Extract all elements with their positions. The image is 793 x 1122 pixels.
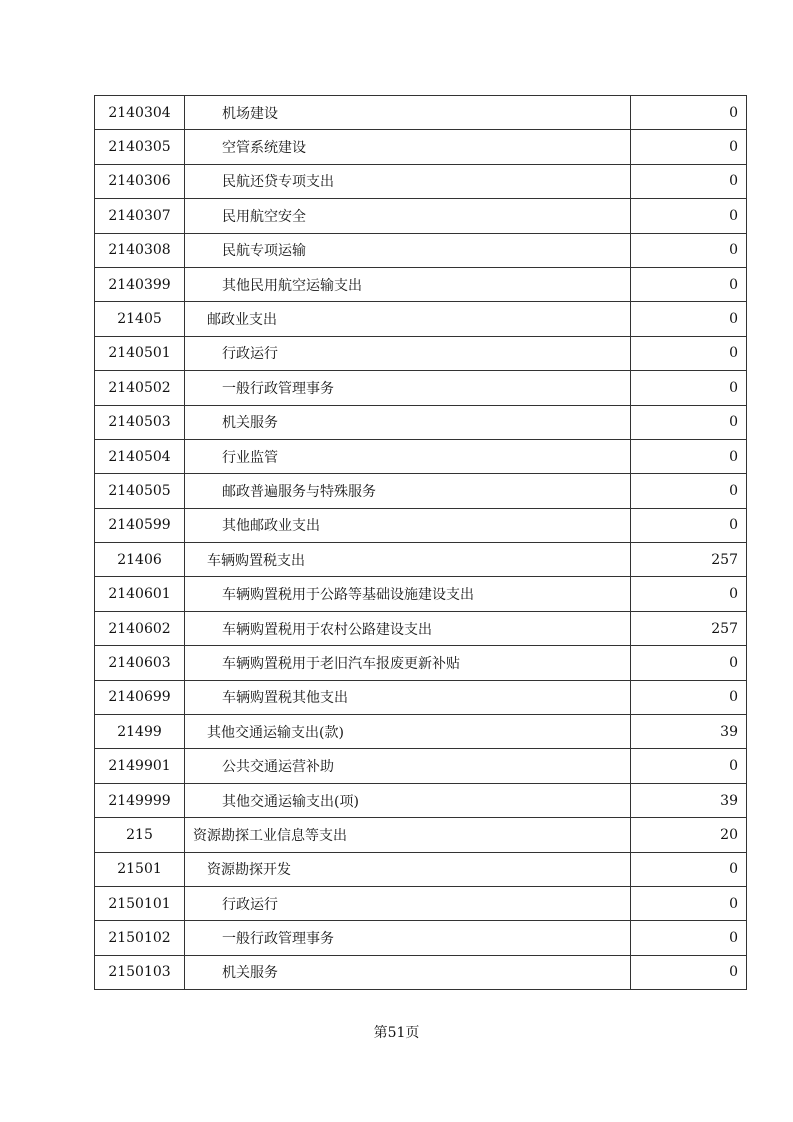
subject-code-cell: 21406	[95, 543, 185, 577]
table-row	[95, 164, 747, 198]
amount-cell: 0	[631, 233, 747, 267]
table-row	[95, 130, 747, 164]
subject-name-cell: 车辆购置税用于公路等基础设施建设支出	[185, 577, 631, 611]
subject-name-cell: 邮政业支出	[185, 302, 631, 336]
subject-code-cell: 21501	[95, 852, 185, 886]
table-row	[95, 336, 747, 370]
amount-cell: 0	[631, 886, 747, 920]
table-row	[95, 715, 747, 749]
table-body	[95, 96, 747, 990]
subject-name-cell: 机场建设	[185, 96, 631, 130]
amount-cell: 0	[631, 302, 747, 336]
expenditure-table	[94, 95, 747, 990]
subject-name-cell: 车辆购置税用于农村公路建设支出	[185, 611, 631, 645]
table-row	[95, 783, 747, 817]
subject-name-cell: 民用航空安全	[185, 199, 631, 233]
amount-cell: 0	[631, 439, 747, 473]
subject-code-cell: 2140502	[95, 371, 185, 405]
amount-cell: 0	[631, 508, 747, 542]
table-row	[95, 921, 747, 955]
amount-cell: 0	[631, 164, 747, 198]
subject-code-cell: 2140305	[95, 130, 185, 164]
table-row	[95, 577, 747, 611]
subject-code-cell: 2140699	[95, 680, 185, 714]
amount-cell: 0	[631, 267, 747, 301]
table-row	[95, 199, 747, 233]
subject-name-cell: 其他交通运输支出(项)	[185, 783, 631, 817]
subject-name-cell: 民航还贷专项支出	[185, 164, 631, 198]
subject-code-cell: 2140399	[95, 267, 185, 301]
table-row	[95, 749, 747, 783]
subject-name-cell: 一般行政管理事务	[185, 371, 631, 405]
subject-name-cell: 机关服务	[185, 955, 631, 989]
subject-code-cell: 2140504	[95, 439, 185, 473]
table-row	[95, 405, 747, 439]
table-row	[95, 508, 747, 542]
amount-cell: 0	[631, 130, 747, 164]
amount-cell: 20	[631, 818, 747, 852]
amount-cell: 257	[631, 543, 747, 577]
subject-code-cell: 2140505	[95, 474, 185, 508]
subject-name-cell: 车辆购置税其他支出	[185, 680, 631, 714]
subject-code-cell: 2149901	[95, 749, 185, 783]
table-row	[95, 474, 747, 508]
subject-code-cell: 2140601	[95, 577, 185, 611]
subject-code-cell: 2140308	[95, 233, 185, 267]
subject-name-cell: 其他民用航空运输支出	[185, 267, 631, 301]
table-row	[95, 680, 747, 714]
table-row	[95, 646, 747, 680]
subject-name-cell: 公共交通运营补助	[185, 749, 631, 783]
amount-cell: 0	[631, 749, 747, 783]
page-number: 第51页	[373, 1025, 420, 1041]
amount-cell: 0	[631, 680, 747, 714]
subject-code-cell: 2140599	[95, 508, 185, 542]
subject-name-cell: 其他邮政业支出	[185, 508, 631, 542]
amount-cell: 0	[631, 199, 747, 233]
subject-name-cell: 行业监管	[185, 439, 631, 473]
table-row	[95, 611, 747, 645]
table-row	[95, 955, 747, 989]
subject-name-cell: 空管系统建设	[185, 130, 631, 164]
subject-code-cell: 2140304	[95, 96, 185, 130]
amount-cell: 0	[631, 336, 747, 370]
amount-cell: 0	[631, 646, 747, 680]
table-row	[95, 96, 747, 130]
amount-cell: 0	[631, 577, 747, 611]
subject-code-cell: 2150101	[95, 886, 185, 920]
amount-cell: 0	[631, 955, 747, 989]
subject-code-cell: 215	[95, 818, 185, 852]
amount-cell: 0	[631, 852, 747, 886]
table-row	[95, 302, 747, 336]
subject-name-cell: 行政运行	[185, 886, 631, 920]
subject-name-cell: 车辆购置税支出	[185, 543, 631, 577]
subject-name-cell: 车辆购置税用于老旧汽车报废更新补贴	[185, 646, 631, 680]
subject-code-cell: 2140307	[95, 199, 185, 233]
subject-code-cell: 2140503	[95, 405, 185, 439]
table-row	[95, 543, 747, 577]
subject-code-cell: 2150103	[95, 955, 185, 989]
subject-code-cell: 2149999	[95, 783, 185, 817]
subject-code-cell: 21405	[95, 302, 185, 336]
subject-name-cell: 民航专项运输	[185, 233, 631, 267]
subject-code-cell: 2140603	[95, 646, 185, 680]
table-row	[95, 886, 747, 920]
subject-name-cell: 其他交通运输支出(款)	[185, 715, 631, 749]
subject-name-cell: 邮政普遍服务与特殊服务	[185, 474, 631, 508]
subject-code-cell: 21499	[95, 715, 185, 749]
amount-cell: 0	[631, 96, 747, 130]
subject-code-cell: 2140501	[95, 336, 185, 370]
subject-name-cell: 机关服务	[185, 405, 631, 439]
subject-name-cell: 一般行政管理事务	[185, 921, 631, 955]
table-row	[95, 233, 747, 267]
amount-cell: 39	[631, 715, 747, 749]
amount-cell: 0	[631, 474, 747, 508]
amount-cell: 39	[631, 783, 747, 817]
subject-name-cell: 行政运行	[185, 336, 631, 370]
amount-cell: 0	[631, 405, 747, 439]
amount-cell: 0	[631, 371, 747, 405]
table-row	[95, 371, 747, 405]
subject-code-cell: 2140602	[95, 611, 185, 645]
amount-cell: 0	[631, 921, 747, 955]
amount-cell: 257	[631, 611, 747, 645]
table-row	[95, 267, 747, 301]
subject-name-cell: 资源勘探开发	[185, 852, 631, 886]
subject-name-cell: 资源勘探工业信息等支出	[185, 818, 631, 852]
subject-code-cell: 2140306	[95, 164, 185, 198]
table-row	[95, 818, 747, 852]
table-row	[95, 852, 747, 886]
subject-code-cell: 2150102	[95, 921, 185, 955]
table-row	[95, 439, 747, 473]
